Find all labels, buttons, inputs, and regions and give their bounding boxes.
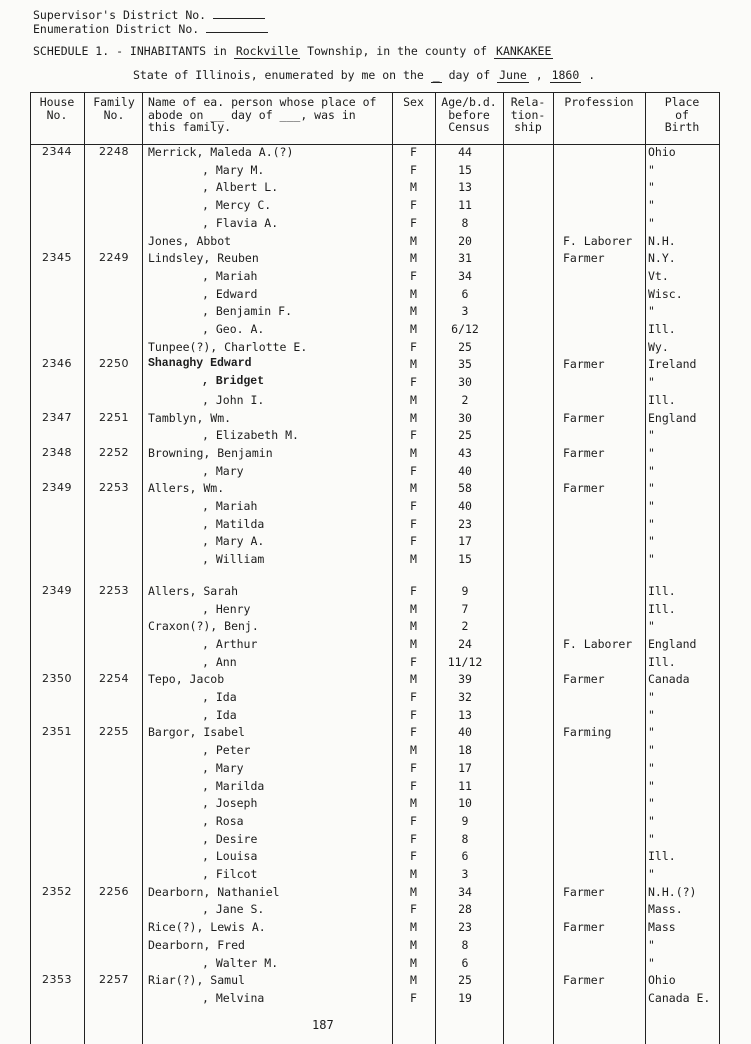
family-number-cell: 2248 <box>99 145 129 158</box>
house-number-cell: 2349 <box>42 583 72 597</box>
birthplace-cell: " <box>648 304 655 319</box>
sex-cell: M <box>410 233 417 248</box>
profession-cell: Farmer <box>563 251 605 266</box>
age-cell: 9 <box>461 583 469 598</box>
age-cell: 8 <box>461 831 469 846</box>
age-cell: 6 <box>461 955 469 970</box>
sex-cell: M <box>410 937 417 952</box>
age-cell: 13 <box>458 180 472 195</box>
person-name-cell: , Mariah <box>202 268 258 283</box>
sex-cell: M <box>410 481 417 496</box>
birthplace-cell: " <box>648 198 655 213</box>
birthplace-cell: Vt. <box>648 268 669 283</box>
age-cell: 43 <box>458 445 472 460</box>
age-cell: 6/12 <box>451 322 479 336</box>
sex-cell: F <box>410 725 417 740</box>
family-column-header: Family No. <box>93 95 135 122</box>
enumeration-district-line <box>33 20 268 36</box>
age-cell: 20 <box>458 233 472 248</box>
person-name-cell: , Ann <box>202 654 237 669</box>
person-name-cell: , Desire <box>202 831 258 846</box>
sex-cell: M <box>410 867 417 881</box>
sex-cell: F <box>410 849 417 864</box>
birthplace-cell: Ireland <box>648 357 697 372</box>
age-cell: 15 <box>458 162 472 177</box>
day-value: _ <box>432 68 440 82</box>
birthplace-cell: Wy. <box>648 339 669 354</box>
house-number-cell: 2350 <box>42 672 72 686</box>
person-name-cell: Tepo, Jacob <box>148 672 225 687</box>
person-name-cell: Lindsley, Reuben <box>148 251 259 266</box>
birthplace-cell: England <box>648 636 697 651</box>
birthplace-cell: " <box>648 445 655 460</box>
birthplace-cell: " <box>648 743 655 758</box>
sex-cell: M <box>410 955 417 970</box>
person-name-cell: , Filcot <box>202 867 258 881</box>
birthplace-cell: N.Y. <box>648 251 676 266</box>
age-cell: 30 <box>458 375 472 390</box>
age-cell: 11 <box>458 198 472 213</box>
age-cell: 7 <box>461 601 469 616</box>
age-cell: 32 <box>458 690 472 704</box>
family-number-cell: 2255 <box>99 725 129 739</box>
birthplace-cell: England <box>648 410 697 425</box>
person-name-cell: , John I. <box>202 392 265 407</box>
month-value: June <box>499 68 527 82</box>
sex-cell: F <box>410 463 417 478</box>
person-name-cell: Browning, Benjamin <box>148 445 273 460</box>
house-column-header: House No. <box>39 95 75 122</box>
person-name-cell: Allers, Sarah <box>148 583 239 598</box>
person-name-cell: Shanaghy Edward <box>148 357 252 371</box>
age-cell: 8 <box>461 937 469 952</box>
schedule-line <box>33 44 553 58</box>
sex-cell: M <box>410 304 417 319</box>
person-name-cell: Dearborn, Fred <box>148 937 245 952</box>
age-cell: 15 <box>458 552 472 567</box>
person-name-cell: Craxon(?), Benj. <box>148 619 259 634</box>
house-number-cell: 2345 <box>42 251 72 265</box>
birthplace-column-header: Place of Birth <box>664 95 700 134</box>
enumeration-district-blank <box>206 20 268 33</box>
family-number-cell: 2250 <box>99 357 129 371</box>
birthplace-cell: Ill. <box>648 654 676 669</box>
sex-cell: F <box>410 654 417 669</box>
birthplace-cell: Mass. <box>648 902 683 917</box>
profession-cell: Farmer <box>563 357 605 372</box>
sex-cell: F <box>410 690 417 704</box>
birthplace-cell: " <box>648 760 655 775</box>
sex-cell: M <box>410 357 417 372</box>
profession-column-header: Profession <box>564 95 634 109</box>
birthplace-cell: " <box>648 499 655 513</box>
profession-cell: F. Laborer <box>563 233 633 248</box>
enumeration-district-label: Enumeration District No. <box>33 22 200 36</box>
sex-cell: F <box>410 534 417 549</box>
person-name-cell: , Mary <box>202 463 244 478</box>
person-name-cell: , Bridget <box>202 375 265 389</box>
age-cell: 25 <box>458 973 472 988</box>
age-cell: 17 <box>458 760 472 775</box>
person-name-cell: , Albert L. <box>202 180 279 195</box>
profession-cell: Farmer <box>563 410 605 425</box>
age-cell: 31 <box>458 251 472 266</box>
county-value: KANKAKEE <box>496 44 552 58</box>
person-name-cell: , Ida <box>202 690 237 704</box>
age-cell: 9 <box>461 813 469 828</box>
person-name-cell: , Louisa <box>202 849 258 864</box>
birthplace-cell: " <box>648 796 655 811</box>
age-cell: 35 <box>458 357 472 372</box>
house-number-cell: 2353 <box>42 973 72 987</box>
person-name-cell: , Mariah <box>202 499 258 513</box>
sex-cell: M <box>410 743 417 758</box>
age-cell: 2 <box>461 619 469 634</box>
sex-cell: M <box>410 636 417 651</box>
profession-cell: Farmer <box>563 884 605 899</box>
sex-cell: F <box>410 268 417 283</box>
birthplace-cell: Ill. <box>648 583 676 598</box>
sex-cell: F <box>410 831 417 846</box>
person-name-cell: , Jane S. <box>202 902 265 917</box>
sex-column-header: Sex <box>403 95 424 109</box>
sex-cell: M <box>410 884 417 899</box>
house-number-cell: 2346 <box>42 357 72 371</box>
family-number-cell: 2251 <box>99 410 129 424</box>
profession-cell: F. Laborer <box>563 636 633 651</box>
birthplace-cell: Ill. <box>648 601 676 616</box>
person-name-cell: Rice(?), Lewis A. <box>148 920 266 935</box>
profession-cell: Farming <box>563 725 612 740</box>
age-cell: 44 <box>458 145 472 159</box>
name-column-header: Name of ea. person whose place of abode on __ day of ___, was in this family. <box>148 95 377 134</box>
birthplace-cell: " <box>648 481 655 496</box>
person-name-cell: Allers, Wm. <box>148 481 225 496</box>
column-divider <box>30 92 31 1044</box>
column-divider <box>719 92 720 1044</box>
column-divider <box>503 92 504 1044</box>
house-number-cell: 2349 <box>42 481 72 495</box>
column-divider <box>84 92 85 1044</box>
birthplace-cell: " <box>648 725 655 740</box>
sex-cell: F <box>410 707 417 722</box>
birthplace-cell: " <box>648 215 655 230</box>
age-cell: 23 <box>458 516 472 531</box>
birthplace-cell: " <box>648 955 655 970</box>
sex-cell: F <box>410 760 417 775</box>
person-name-cell: Jones, Abbot <box>148 233 232 248</box>
person-name-cell: , Geo. A. <box>202 322 265 336</box>
age-cell: 40 <box>458 499 472 513</box>
column-divider <box>142 92 143 1044</box>
age-cell: 34 <box>458 268 472 283</box>
birthplace-cell: Canada <box>648 672 690 687</box>
person-name-cell: , Mercy C. <box>202 198 272 213</box>
county-prefix: Township, in the county of <box>307 44 488 58</box>
birthplace-cell: Ill. <box>648 392 676 407</box>
house-number-cell: 2351 <box>42 725 72 739</box>
birthplace-cell: Ill. <box>648 849 676 864</box>
person-name-cell: , Ida <box>202 707 237 722</box>
person-name-cell: Dearborn, Nathaniel <box>148 884 280 899</box>
table-top-rule <box>30 92 720 93</box>
sex-cell: M <box>410 973 417 988</box>
sex-cell: F <box>410 375 417 390</box>
sex-cell: M <box>410 601 417 616</box>
age-cell: 24 <box>458 636 472 651</box>
sex-cell: M <box>410 322 417 336</box>
person-name-cell: , Arthur <box>202 636 258 651</box>
birthplace-cell: " <box>648 707 655 722</box>
person-name-cell: , Benjamin F. <box>202 304 293 319</box>
person-name-cell: Tunpee(?), Charlotte E. <box>148 339 308 354</box>
sex-cell: F <box>410 990 417 1005</box>
birthplace-cell: " <box>648 831 655 846</box>
sex-cell: M <box>410 180 417 195</box>
age-cell: 30 <box>458 410 472 425</box>
age-cell: 10 <box>458 796 472 811</box>
sex-cell: F <box>410 145 417 159</box>
birthplace-cell: " <box>648 463 655 478</box>
birthplace-cell: " <box>648 552 655 567</box>
sex-cell: F <box>410 902 417 917</box>
person-name-cell: , Mary A. <box>202 534 265 549</box>
birthplace-cell: N.H. <box>648 233 676 248</box>
birthplace-cell: Ohio <box>648 145 676 159</box>
sex-cell: F <box>410 428 417 443</box>
age-cell: 6 <box>461 849 469 864</box>
family-number-cell: 2256 <box>99 884 129 898</box>
house-number-cell: 2344 <box>42 145 72 158</box>
age-cell: 39 <box>458 672 472 687</box>
person-name-cell: Tamblyn, Wm. <box>148 410 232 425</box>
sex-cell: F <box>410 499 417 513</box>
person-name-cell: , William <box>202 552 265 567</box>
age-cell: 3 <box>461 304 469 319</box>
relationship-column-header: Rela- tion- ship <box>510 95 546 134</box>
sex-cell: M <box>410 410 417 425</box>
person-name-cell: Merrick, Maleda A.(?) <box>148 145 294 159</box>
age-cell: 6 <box>461 286 469 301</box>
profession-cell: Farmer <box>563 672 605 687</box>
person-name-cell: , Edward <box>202 286 258 301</box>
sex-cell: F <box>410 162 417 177</box>
state-prefix: State of Illinois, enumerated by me on the <box>133 68 424 82</box>
sex-cell: F <box>410 215 417 230</box>
supervisor-district-blank <box>213 6 265 19</box>
person-name-cell: , Matilda <box>202 516 265 531</box>
age-cell: 3 <box>461 867 469 881</box>
birthplace-cell: " <box>648 162 655 177</box>
person-name-cell: , Walter M. <box>202 955 279 970</box>
sex-cell: M <box>410 672 417 687</box>
column-divider <box>645 92 646 1044</box>
sex-cell: M <box>410 392 417 407</box>
house-number-cell: 2347 <box>42 410 72 424</box>
profession-cell: Farmer <box>563 481 605 496</box>
age-column-header: Age/b.d. before Census <box>441 95 497 134</box>
sex-cell: F <box>410 813 417 828</box>
census-table <box>30 92 720 1044</box>
age-cell: 18 <box>458 743 472 758</box>
person-name-cell: , Henry <box>202 601 251 616</box>
sex-cell: M <box>410 251 417 266</box>
family-number-cell: 2252 <box>99 445 129 459</box>
age-cell: 11 <box>458 778 472 793</box>
birthplace-cell: " <box>648 375 655 390</box>
profession-cell: Farmer <box>563 920 605 935</box>
person-name-cell: , Marilda <box>202 778 265 793</box>
profession-cell: Farmer <box>563 445 605 460</box>
age-cell: 2 <box>461 392 469 407</box>
age-cell: 19 <box>458 990 472 1005</box>
birthplace-cell: " <box>648 619 655 634</box>
township-value: Rockville <box>235 44 299 58</box>
person-name-cell: , Mary M. <box>202 162 265 177</box>
family-number-cell: 2257 <box>99 973 129 987</box>
birthplace-cell: " <box>648 428 655 443</box>
age-cell: 25 <box>458 339 472 354</box>
house-number-cell: 2352 <box>42 884 72 898</box>
birthplace-cell: N.H.(?) <box>648 884 697 899</box>
sex-cell: F <box>410 583 417 598</box>
birthplace-cell: " <box>648 867 655 881</box>
family-number-cell: 2253 <box>99 583 129 597</box>
age-cell: 8 <box>461 215 469 230</box>
age-cell: 34 <box>458 884 472 899</box>
sex-cell: F <box>410 339 417 354</box>
age-cell: 13 <box>458 707 472 722</box>
schedule-prefix: SCHEDULE 1. - INHABITANTS in <box>33 44 227 58</box>
sex-cell: M <box>410 286 417 301</box>
age-cell: 25 <box>458 428 472 443</box>
birthplace-cell: " <box>648 778 655 793</box>
person-name-cell: , Joseph <box>202 796 258 811</box>
age-cell: 23 <box>458 920 472 935</box>
sex-cell: F <box>410 778 417 793</box>
person-name-cell: , Mary <box>202 760 244 775</box>
birthplace-cell: Mass <box>648 920 676 935</box>
person-name-cell: , Rosa <box>202 813 244 828</box>
house-number-cell: 2348 <box>42 445 72 459</box>
age-cell: 11/12 <box>447 654 483 669</box>
age-cell: 58 <box>458 481 472 496</box>
sex-cell: M <box>410 619 417 634</box>
family-number-cell: 2253 <box>99 481 129 495</box>
sex-cell: F <box>410 516 417 531</box>
age-cell: 28 <box>458 902 472 917</box>
age-cell: 40 <box>458 463 472 478</box>
person-name-cell: , Flavia A. <box>202 215 279 230</box>
sex-cell: M <box>410 920 417 935</box>
profession-cell: Farmer <box>563 973 605 988</box>
birthplace-cell: " <box>648 937 655 952</box>
page-number: 187 <box>312 1018 334 1032</box>
birthplace-cell: Canada E. <box>648 990 711 1005</box>
sex-cell: M <box>410 552 417 567</box>
birthplace-cell: " <box>648 180 655 195</box>
birthplace-cell: " <box>648 690 655 704</box>
age-cell: 17 <box>458 534 472 549</box>
birthplace-cell: " <box>648 813 655 828</box>
birthplace-cell: Ill. <box>648 322 676 336</box>
family-number-cell: 2254 <box>99 672 129 686</box>
year-value: 1860 <box>551 68 580 82</box>
sex-cell: F <box>410 198 417 213</box>
supervisor-district-label: Supervisor's District No. <box>33 8 207 22</box>
birthplace-cell: " <box>648 516 655 531</box>
person-name-cell: Riar(?), Samul <box>148 973 245 988</box>
age-cell: 40 <box>458 725 472 740</box>
birthplace-cell: " <box>648 534 655 549</box>
sex-cell: M <box>410 796 417 811</box>
person-name-cell: , Peter <box>202 743 251 758</box>
day-word: day of <box>448 68 491 82</box>
birthplace-cell: Wisc. <box>648 286 683 301</box>
family-number-cell: 2249 <box>99 251 129 265</box>
person-name-cell: Bargor, Isabel <box>148 725 245 740</box>
person-name-cell: , Melvina <box>202 990 265 1005</box>
column-divider <box>553 92 554 1044</box>
state-line: State of Illinois, enumerated by me on the _ day of June , 1860 . <box>133 68 596 82</box>
person-name-cell: , Elizabeth M. <box>202 428 299 443</box>
birthplace-cell: Ohio <box>648 973 676 988</box>
sex-cell: M <box>410 445 417 460</box>
